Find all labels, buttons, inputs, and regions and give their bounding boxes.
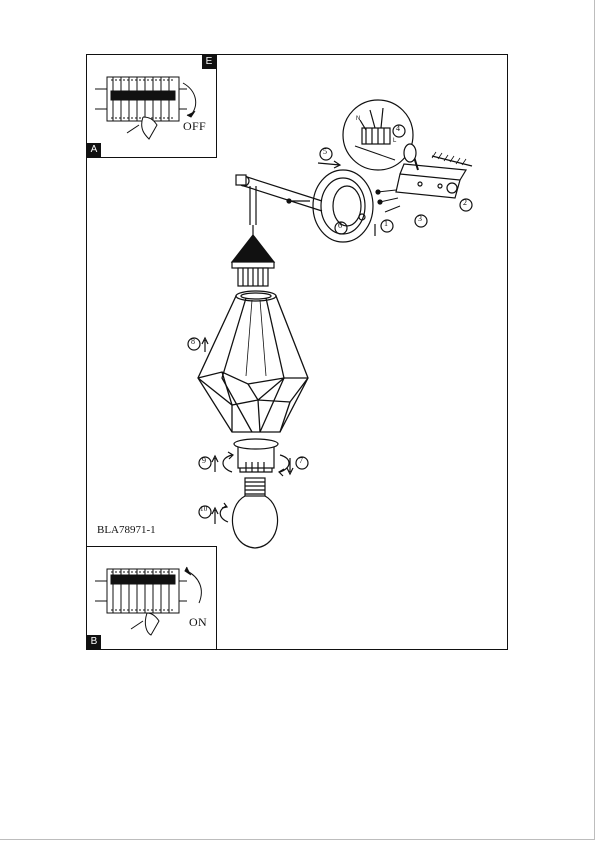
step-5-number: 5 bbox=[323, 147, 328, 156]
step-2-number: 2 bbox=[463, 198, 468, 207]
svg-text:N: N bbox=[356, 116, 361, 122]
inset-tag-b: B bbox=[87, 635, 101, 649]
socket-ring-illustration bbox=[223, 439, 289, 476]
switch-on-label: ON bbox=[189, 615, 207, 629]
power-off-inset bbox=[86, 54, 217, 158]
inset-tag-a: A bbox=[87, 143, 101, 157]
junction-box-illustration bbox=[343, 100, 413, 170]
inset-tag-e: E bbox=[202, 55, 216, 69]
circuit-breaker-icon bbox=[87, 55, 218, 159]
step-4-number: 4 bbox=[396, 124, 401, 133]
light-bulb-illustration bbox=[220, 478, 277, 548]
circuit-breaker-icon bbox=[87, 547, 218, 651]
canopy-illustration bbox=[232, 225, 274, 286]
step-7-number: 7 bbox=[299, 456, 304, 465]
step-9-number: 9 bbox=[202, 456, 207, 465]
wall-mount-illustration bbox=[313, 170, 373, 242]
product-code: BLA78971-1 bbox=[97, 524, 156, 536]
step-1-number: 1 bbox=[384, 219, 389, 228]
lamp-arm-illustration bbox=[236, 175, 322, 225]
step-6-number: 6 bbox=[338, 221, 343, 230]
step-10-number: 10 bbox=[200, 505, 208, 513]
cage-shade-illustration bbox=[198, 291, 308, 432]
switch-off-label: OFF bbox=[183, 119, 206, 133]
step-3-number: 3 bbox=[418, 214, 423, 223]
svg-text:L: L bbox=[393, 138, 397, 144]
step-8-number: 8 bbox=[191, 337, 196, 346]
power-on-inset bbox=[86, 546, 217, 650]
